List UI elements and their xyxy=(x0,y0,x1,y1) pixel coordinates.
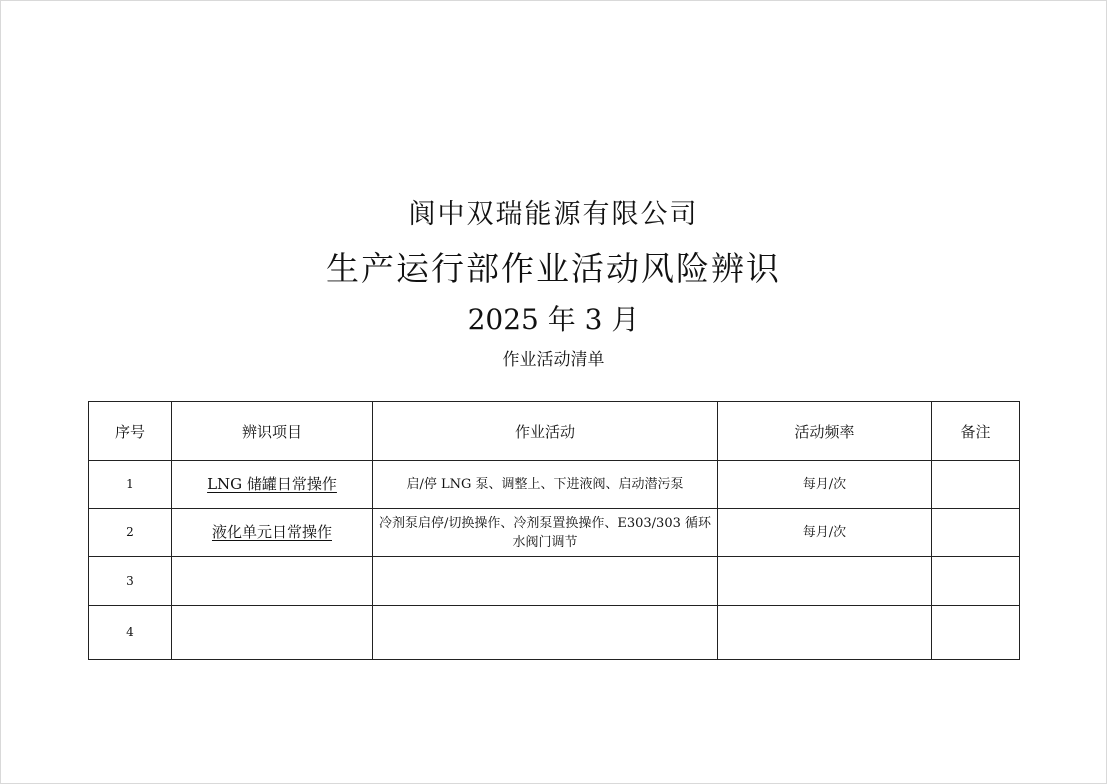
cell-remark xyxy=(932,606,1020,660)
cell-item[interactable] xyxy=(172,509,373,557)
cell-remark xyxy=(932,461,1020,509)
cell-activity xyxy=(373,606,718,660)
cell-no: 4 xyxy=(89,606,172,660)
item-link[interactable]: 液化单元日常操作 xyxy=(211,523,332,541)
company-name: 阆中双瑞能源有限公司 xyxy=(408,199,699,230)
cell-remark xyxy=(932,557,1020,606)
table-row xyxy=(89,461,1020,509)
document-subtitle: 作业活动清单 xyxy=(502,350,605,370)
cell-frequency: 每月/次 xyxy=(718,461,932,509)
column-header-no: 序号 xyxy=(89,402,172,461)
cell-no: 3 xyxy=(89,557,172,606)
cell-frequency xyxy=(718,557,932,606)
cell-frequency xyxy=(718,606,932,660)
cell-activity: 启/停 LNG 泵、调整上、下进液阀、启动潜污泵 xyxy=(373,461,718,509)
cell-item[interactable] xyxy=(172,461,373,509)
cell-activity xyxy=(373,557,718,606)
document-date: 2025 年 3 月 xyxy=(467,303,640,336)
column-header-remark: 备注 xyxy=(932,402,1020,461)
document-title: 生产运行部作业活动风险辨识 xyxy=(326,249,781,288)
table-header-row xyxy=(89,402,1020,461)
table-row xyxy=(89,557,1020,606)
cell-remark xyxy=(932,509,1020,557)
cell-activity: 冷剂泵启停/切换操作、冷剂泵置换操作、E303/303 循环水阀门调节 xyxy=(373,509,718,557)
cell-no: 2 xyxy=(89,509,172,557)
item-link[interactable]: LNG 储罐日常操作 xyxy=(207,475,337,493)
cell-item xyxy=(172,557,373,606)
cell-no: 1 xyxy=(89,461,172,509)
table-row xyxy=(89,509,1020,557)
column-header-activity: 作业活动 xyxy=(373,402,718,461)
column-header-item: 辨识项目 xyxy=(172,402,373,461)
cell-item xyxy=(172,606,373,660)
column-header-frequency: 活动频率 xyxy=(718,402,932,461)
table-row xyxy=(89,606,1020,660)
activity-table xyxy=(88,401,1020,660)
cell-frequency: 每月/次 xyxy=(718,509,932,557)
